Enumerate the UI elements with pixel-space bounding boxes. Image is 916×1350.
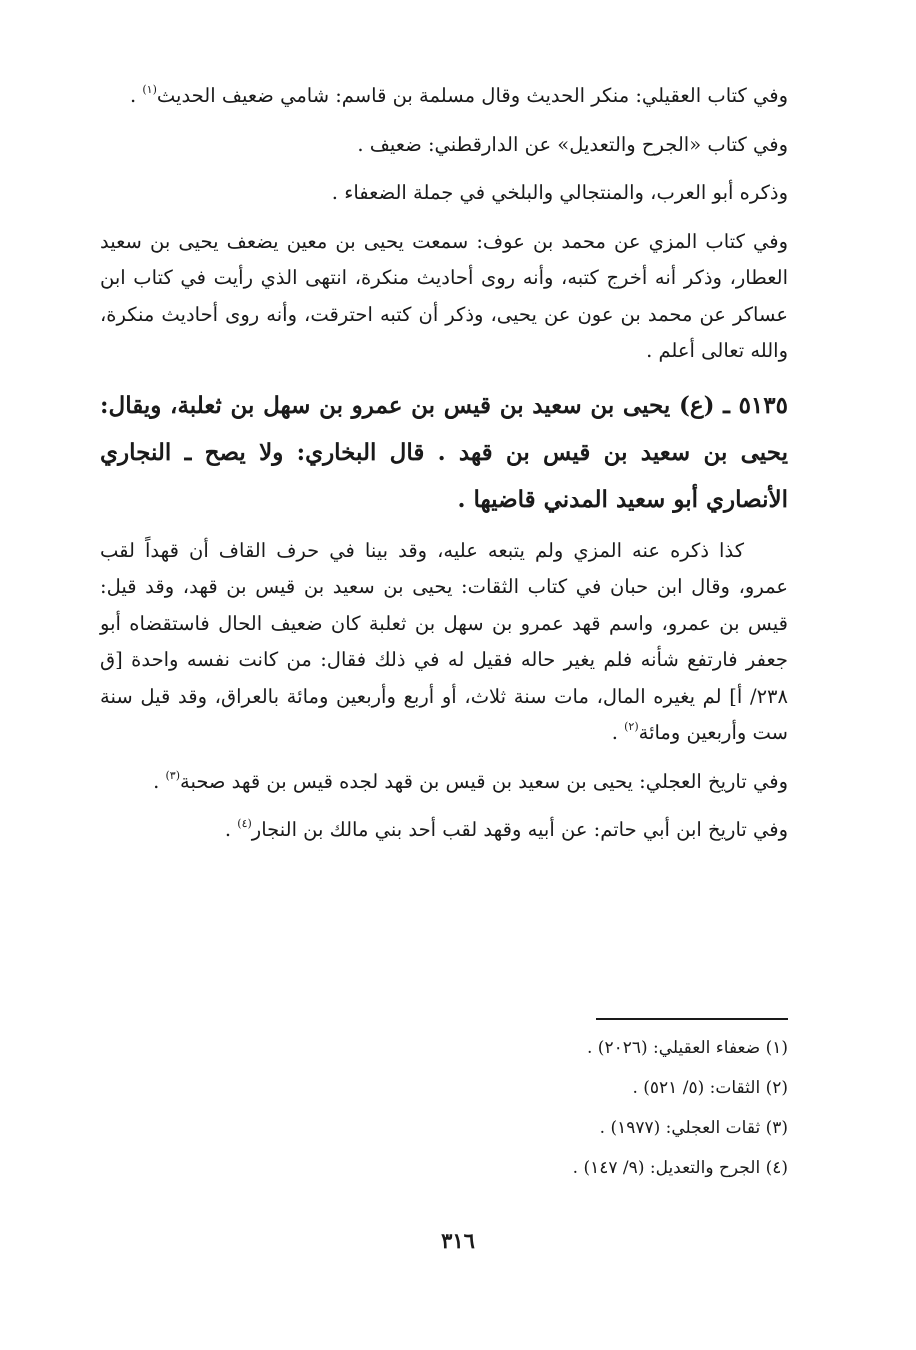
footnote-3: (٣) ثقات العجلي: (١٩٧٧) . — [599, 1118, 788, 1138]
paragraph-end: . — [129, 84, 143, 107]
biography-entry-heading — [100, 382, 788, 523]
paragraph-end: . — [153, 769, 166, 793]
entry-text: ٥١٣٥ ـ (ع) يحيى بن سعيد بن قيس بن عمرو بن سهل بن ثعلبة، ويقال: يحيى بن سعيد بن قيس بن قهد . قال البخاري: ولا يصح ـ النجاري الأنصاري أبو سعيد المدني قاضيها . — [100, 391, 788, 513]
paragraph-text: وذكره أبو العرب، والمنتجالي والبلخي في جملة الضعفاء . — [331, 181, 788, 204]
footnote-1: (١) ضعفاء العقيلي: (٢٠٢٦) . — [586, 1038, 788, 1058]
footnote-marker[interactable]: (٢) — [624, 720, 639, 733]
paragraph-text: وفي كتاب العقيلي: منكر الحديث وقال مسلمة بن قاسم: شامي ضعيف الحديث — [156, 84, 788, 107]
paragraph-abu-al-arab — [100, 175, 788, 212]
page-body — [100, 78, 788, 861]
paragraph-daraqutni — [100, 127, 788, 164]
paragraph-text: وفي تاريخ العجلي: يحيى بن سعيد بن قيس بن قهد لجده قيس بن قهد صحبة — [180, 769, 788, 793]
footnote-separator — [596, 1018, 788, 1020]
paragraph-text: وفي كتاب «الجرح والتعديل» عن الدارقطني: ضعيف . — [357, 132, 788, 156]
paragraph-end: . — [224, 818, 238, 841]
paragraph-ibn-abi-hatim — [100, 812, 788, 849]
page-number: ٣١٦ — [441, 1228, 475, 1253]
footnote-marker[interactable]: (١) — [142, 83, 157, 96]
footnote-4: (٤) الجرح والتعديل: (٩/ ١٤٧) . — [572, 1158, 788, 1178]
paragraph-ijli — [100, 764, 788, 801]
paragraph-uqayli — [100, 78, 788, 115]
paragraph-text: وفي تاريخ ابن أبي حاتم: عن أبيه وقهد لقب أحد بني مالك بن النجار — [251, 818, 788, 841]
paragraph-mizzi — [100, 224, 788, 370]
footnote-marker[interactable]: (٣) — [165, 768, 180, 782]
footnote-2: (٢) الثقات: (٥/ ٥٢١) . — [632, 1078, 788, 1098]
paragraph-text: كذا ذكره عنه المزي ولم يتبعه عليه، وقد بينا في حرف القاف أن قهداً لقب عمرو، وقال ابن حبان في كتاب الثقات: يحيى بن سعيد بن قيس بن قهد، وقد قيل: قيس بن عمرو، واسم قهد عمرو بن سهل بن ثعلبة كان ضعيف الحال فاستقضاه أبو جعفر فارتفع شأنه فلم يغير حاله فقيل له في ذلك فقال: من كانت نفسه واحدة [ق ٢٣٨/ أ] لم يغيره المال، مات سنة ثلاث، أو أربع وأربعين ومائة بالعراق، وقد قيل سنة ست وأربعين ومائة — [100, 538, 788, 744]
footnote-marker[interactable]: (٤) — [237, 817, 252, 830]
paragraph-end: . — [611, 721, 625, 744]
paragraph-text: وفي كتاب المزي عن محمد بن عوف: سمعت يحيى بن معين يضعف يحيى بن سعيد العطار، وذكر أنه أخرج كتبه، وأنه روى أحاديث منكرة، انتهى الذي رأيت في كتاب ابن عساكر عن محمد بن عون عن يحيى، وذكر أن كتبه احترقت، وأنه روى أحاديث منكرة، والله تعالى أعلم . — [100, 229, 788, 362]
footnotes — [100, 1028, 788, 1188]
paragraph-ibn-hibban — [100, 533, 788, 752]
